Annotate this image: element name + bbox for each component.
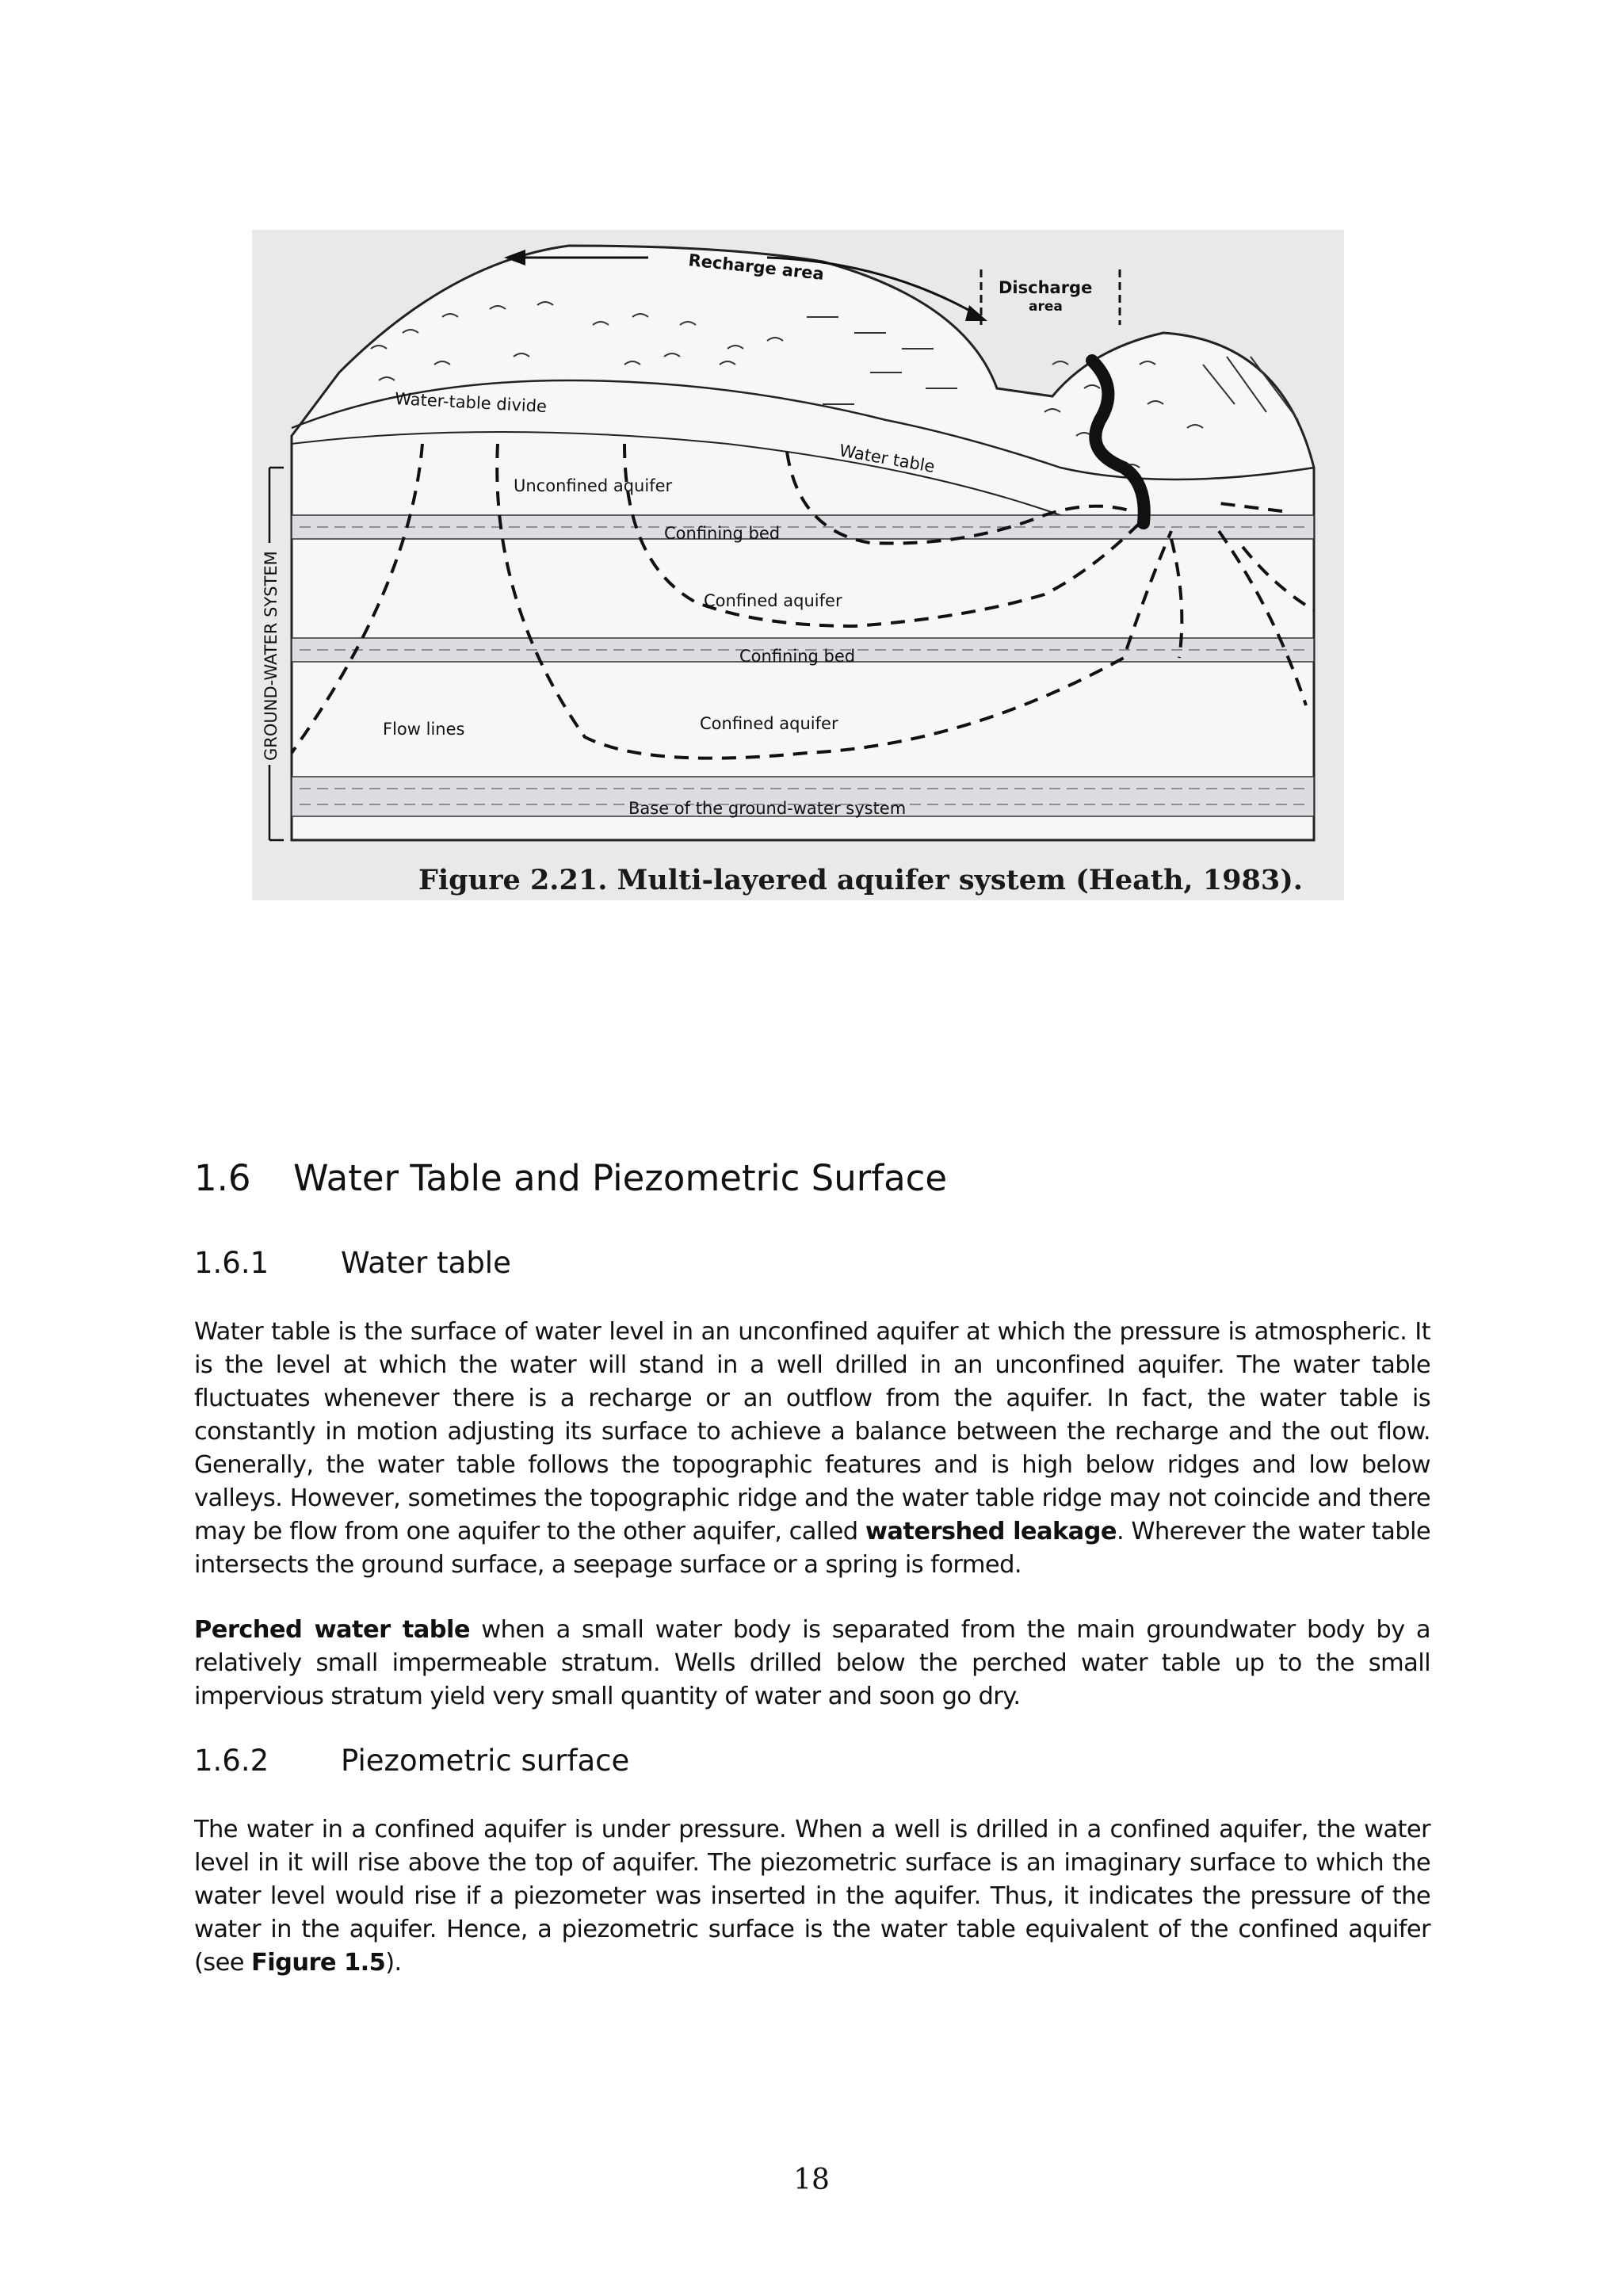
watershed-leakage-term: watershed leakage — [865, 1518, 1117, 1545]
figure-panel — [252, 230, 1344, 900]
subsection-title: Piezometric surface — [341, 1744, 630, 1778]
subsection-title: Water table — [341, 1246, 511, 1280]
water-table-divide-label: Water-table divide — [394, 389, 548, 417]
section-title: Water Table and Piezometric Surface — [293, 1157, 948, 1199]
flow-lines-label: Flow lines — [383, 720, 465, 739]
section-number: 1.6 — [194, 1157, 251, 1199]
water-table-paragraph: Water table is the surface of water level in an unconfined aquifer at which the pressure is atmospheric. It is the level at which the water will stand in a well drilled in an unconfined aquifer. The water table fluctuates whenever there is a recharge or an outflow from the aquifer. In fact, the water table is constantly in motion adjusting its surface to achieve a balance between the recharge and the out flow. Generally, the water table follows the topographic features and is high below ridges and low below valleys. However, sometimes the topographic ridge and the water table ridge may not coincide and there may be flow from one aquifer to the other aquifer, called watershed leakage. Wherever the water table intersects the ground surface, a seepage surface or a spring is formed. — [194, 1318, 1430, 1579]
confining-bed-1-label: Confining bed — [664, 524, 781, 543]
confined-aquifer-1-label: Confined aquifer — [704, 591, 842, 610]
perched-water-table-paragraph: Perched water table when a small water body is separated from the main groundwater body by a relatively small impermeable stratum. Wells drilled below the perched water table up to the small impervious stratum yield very small quantity of water and soon go dry. — [194, 1616, 1430, 1710]
confining-bed-2-label: Confining bed — [739, 647, 856, 666]
subsection-heading-water-table — [194, 1246, 511, 1280]
discharge-label-2: area — [1029, 299, 1063, 315]
figure-reference: Figure 1.5 — [251, 1949, 386, 1977]
page-number: 18 — [793, 2164, 830, 2196]
piezometric-paragraph: The water in a confined aquifer is under pressure. When a well is drilled in a confined aquifer, the water level in it will rise above the top of aquifer. The piezometric surface is an imaginary surface to which the water level would rise if a piezometer was inserted in the aquifer. Thus, it indicates the pressure of the water in the aquifer. Hence, a piezometric surface is the water table equivalent of the confined aquifer (see Figure 1.5). — [194, 1816, 1430, 1977]
section-heading — [194, 1157, 947, 1199]
subsection-number: 1.6.1 — [194, 1246, 269, 1280]
side-label: GROUND-WATER SYSTEM — [262, 551, 281, 761]
discharge-label-1: Discharge — [999, 278, 1093, 297]
perched-water-table-term: Perched water table — [194, 1616, 470, 1644]
base-label: Base of the ground-water system — [628, 799, 907, 818]
block-outline — [292, 246, 1314, 840]
unconfined-aquifer-label: Unconfined aquifer — [514, 476, 673, 495]
water-table-label: Water table — [838, 441, 937, 477]
confined-aquifer-2-label: Confined aquifer — [700, 714, 838, 733]
recharge-area-label: Recharge area — [687, 250, 825, 284]
subsection-number: 1.6.2 — [194, 1744, 269, 1778]
figure-caption: Figure 2.21. Multi-layered aquifer system (Heath, 1983). — [418, 864, 1303, 896]
subsection-heading-piezometric — [194, 1744, 629, 1778]
aquifer-diagram — [252, 230, 1344, 900]
